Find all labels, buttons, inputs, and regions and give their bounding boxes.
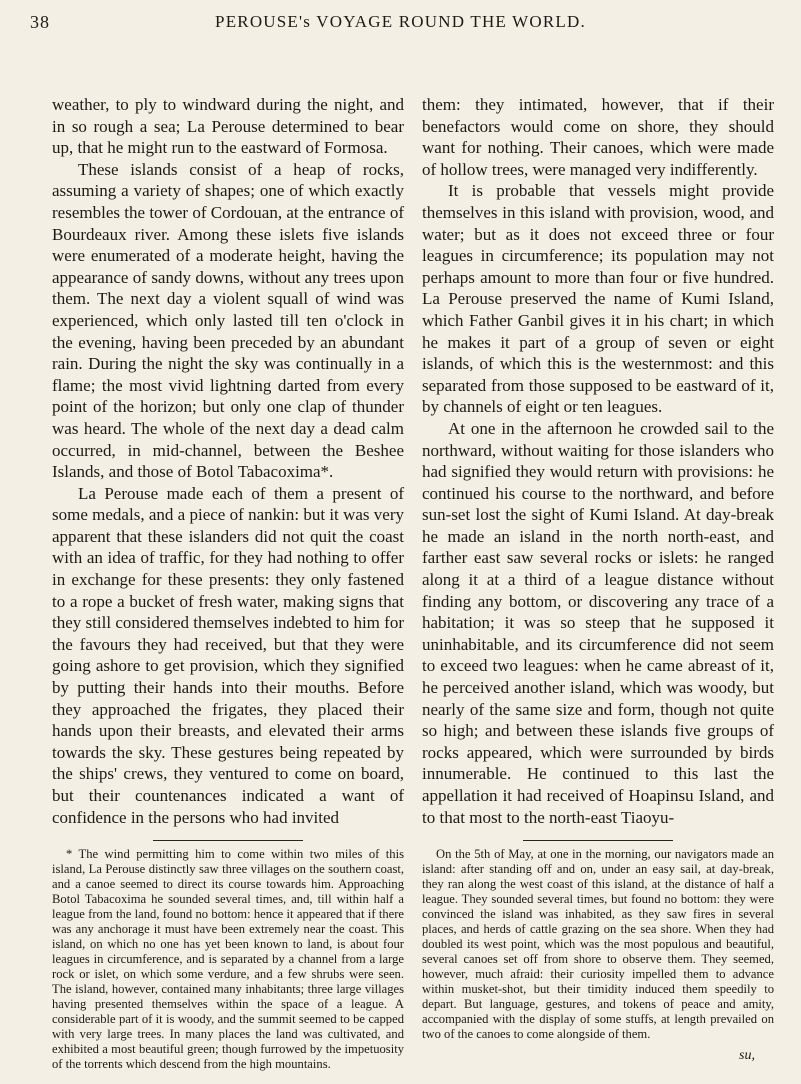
paragraph: them: they intimated, however, that if their benefactors would come on shore, they should want for nothing. Their canoes, which were made of hollow trees, were managed very indifferently. bbox=[422, 95, 774, 179]
catchword: su, bbox=[739, 1048, 755, 1063]
footnote-separator bbox=[422, 832, 774, 841]
footnote-separator bbox=[52, 832, 404, 841]
left-column bbox=[52, 94, 404, 1072]
footnote: * The wind permitting him to come within two miles of this island, La Perouse distinctly saw three villages on the southern coast, and a canoe seemed to direct its course towards him. Approaching Botol Tabacoxima he sounded several times, and, till within half a league from the land, found no bottom: hence it appeared that if there was any anchorage it must have been extremely near the coast. This island, on which no one has yet been known to land, is about four leagues in circumference, and is separated by a channel from a large rock or islet, on which some verdure, and a few shrubs were seen. The island, however, contained many inhabitants; three large villages having presented themselves within the space of a league. A considerable part of it is woody, and the summit seemed to be capped with very large trees. In many places the land was cultivated, and exhibited a most beautiful green; though furrowed by the impetuosity of the torrents which descend from the high mountains. bbox=[52, 847, 404, 1072]
right-column bbox=[422, 94, 774, 1042]
paragraph: These islands consist of a heap of rocks, assuming a variety of shapes; one of which exactly resembles the tower of Cordouan, at the entrance of Bourdeaux river. Among these islets five islands were enumerated of a moderate height, having the appearance of sandy downs, without any trees upon them. The next day a violent squall of wind was experienced, which only lasted till ten o'clock in the evening, having been preceded by an abundant rain. During the night the sky was continually in a flame; the most vivid lightning darted from every point of the horizon; but only one clap of thunder was heard. The whole of the next day a dead calm occurred, in mid-channel, between the Beshee Islands, and those of Botol Tabacoxima*. bbox=[52, 159, 404, 482]
page-number: 38 bbox=[30, 12, 50, 32]
running-title: PEROUSE's VOYAGE ROUND THE WORLD. bbox=[215, 12, 586, 31]
page-header bbox=[30, 12, 771, 38]
footnote: On the 5th of May, at one in the morning, our navigators made an island: after standing off and on, under an easy sail, at day-break, they ran along the west coast of this island, at the distance of half a league. They sounded several times, but found no bottom: they were convinced the island was inhabited, as they saw fires in several places, and herds of cattle grazing on the sea shore. When they had doubled its west point, which was the most populous and beautiful, several canoes set off from shore to observe them. They seemed, however, much afraid: their curiosity impelled them to advance within musket-shot, but their timidity induced them speedily to depart. But language, gestures, and tokens of peace and amity, accompanied with the display of some stuffs, at length prevailed on two of the canoes to come alongside of them. bbox=[422, 847, 774, 1042]
paragraph: La Perouse made each of them a present of some medals, and a piece of nankin: but it was very apparent that these islanders did not quit the coast with an idea of traffic, for they had nothing to offer in exchange for these presents: they only fastened to a rope a bucket of fresh water, making signs that they still considered themselves indebted to him for the favours they had received, but that they were going ashore to get provision, which they signified by putting their hands into their mouths. Before they approached the frigates, they placed their hands upon their breasts, and elevated their arms towards the sky. These gestures being repeated by the ships' crews, they ventured to come on board, but their countenances indicated a want of confidence in the persons who had invited bbox=[52, 483, 404, 827]
paragraph: At one in the afternoon he crowded sail to the northward, without waiting for those islanders who had signified they would return with provisions: he continued his course to the northward, and before sun-set lost the sight of Kumi Island. At day-break he made an island in the north north-east, and farther east saw several rocks or islets: he ranged along it at a third of a league distance without finding any bottom, or discovering any trace of a habitation; it was so steep that he supposed it uninhabitable, and its circumference did not seem to exceed two leagues: when he came abreast of it, he perceived another island, which was woody, but nearly of the same size and form, though not quite so high; and between these islands five groups of rocks appeared, which were surrounded by birds innumerable. He continued to this last the appellation it had received of Hoapinsu Island, and to that most to the north-east Tiaoyu- bbox=[422, 418, 774, 827]
paragraph: It is probable that vessels might provide themselves in this island with provision, wood, and water; but as it does not exceed three or four leagues in circumference; its population may not perhaps amount to more than four or five hundred. La Perouse preserved the name of Kumi Island, which Father Ganbil gives it in his chart; in which he makes it part of a group of seven or eight islands, of which this is the westernmost: and this separated from those supposed to be eastward of it, by channels of eight or ten leagues. bbox=[422, 181, 774, 417]
footnote-rule bbox=[523, 840, 673, 841]
paragraph: weather, to ply to windward during the night, and in so rough a sea; La Perouse determined to bear up, that he might run to the eastward of Formosa. bbox=[52, 95, 404, 158]
footnote-rule bbox=[153, 840, 303, 841]
